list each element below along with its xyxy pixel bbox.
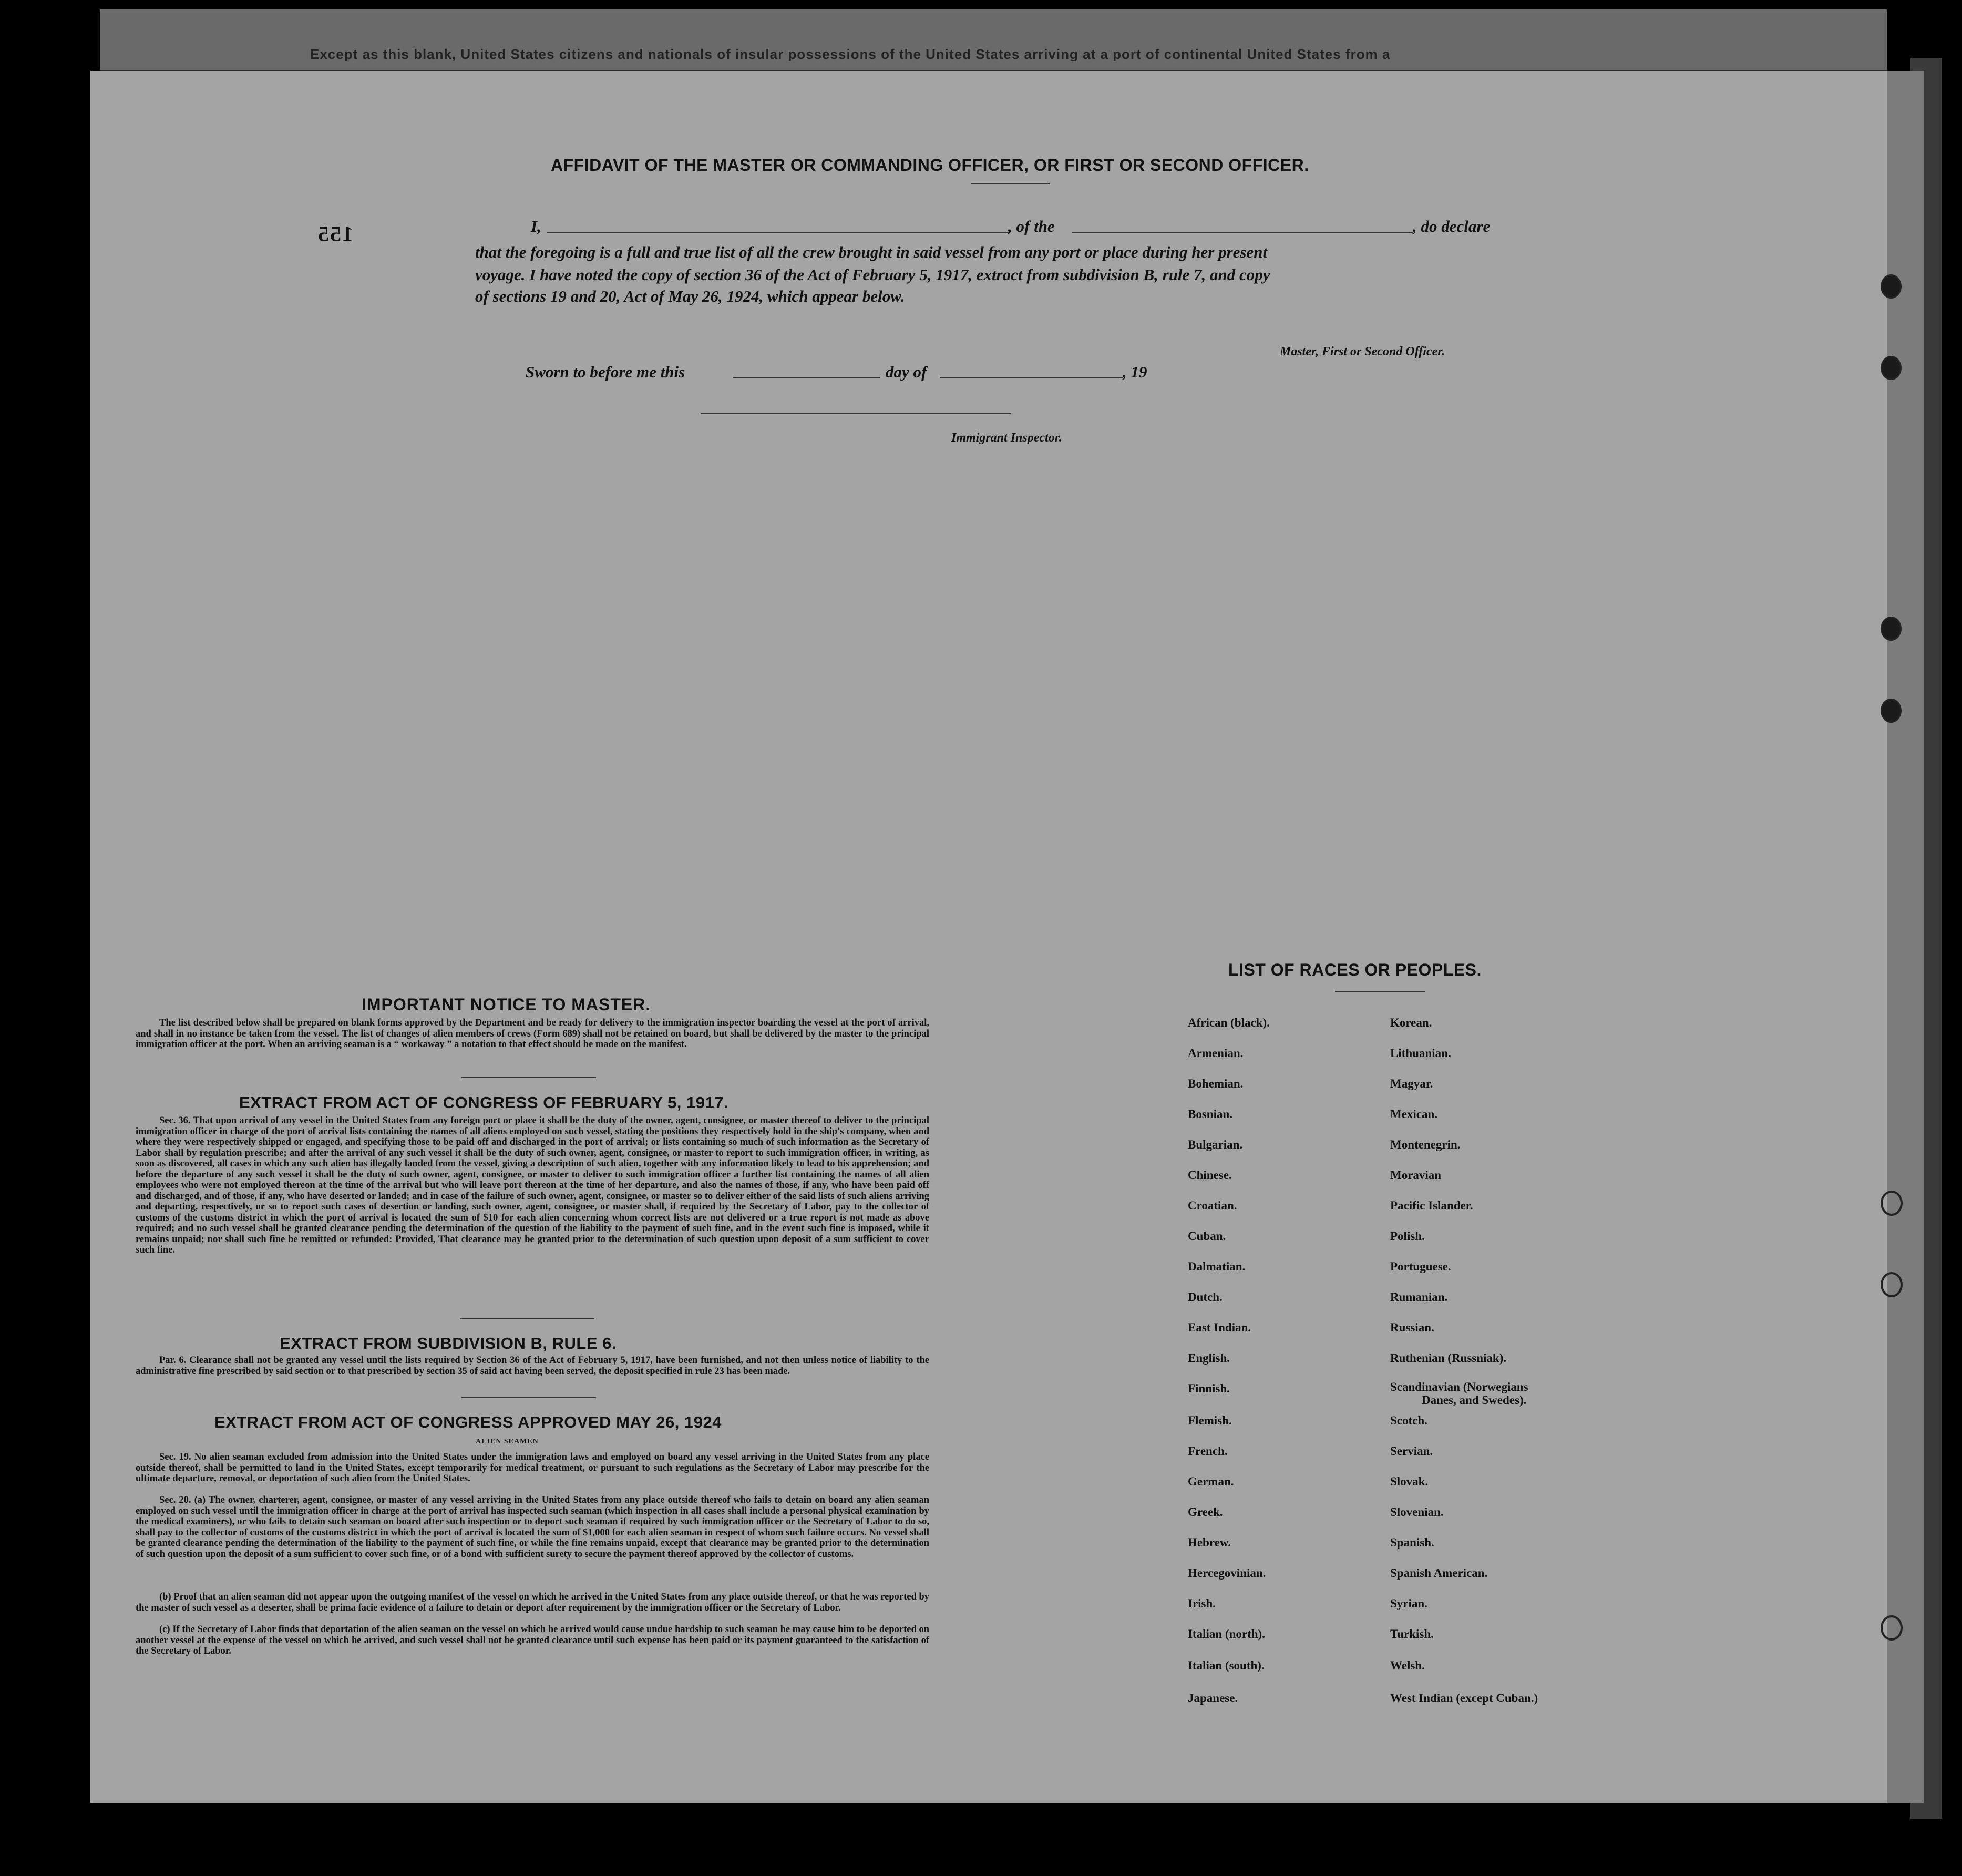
affidavit-line-2: voyage. I have noted the copy of section 36 of the Act of February 5, 1917, extract from subdivision B, rule 7, and copy (475, 265, 1270, 284)
race-item: Welsh. (1390, 1659, 1425, 1672)
race-item: Servian. (1390, 1444, 1433, 1458)
race-item: Spanish American. (1390, 1566, 1488, 1580)
race-item: Bosnian. (1188, 1108, 1233, 1121)
affidavit-i-label: I, (531, 217, 541, 235)
affidavit-do-declare: , do declare (1413, 217, 1491, 235)
races-rule (1335, 991, 1425, 992)
race-item: Flemish. (1188, 1414, 1232, 1427)
race-item: Dutch. (1188, 1290, 1223, 1304)
race-item: Scandinavian (Norwegians (1390, 1380, 1528, 1393)
binder-hole-icon (1881, 1272, 1903, 1297)
race-item: Bohemian. (1188, 1077, 1244, 1090)
immigrant-inspector-label: Immigrant Inspector. (951, 431, 1062, 445)
race-item: German. (1188, 1475, 1234, 1488)
race-item: English. (1188, 1351, 1230, 1365)
race-item: Italian (south). (1188, 1659, 1265, 1672)
extract-rule6-body: Par. 6. Clearance shall not be granted any vessel until the lists required by Section 36 of the Act of February 5, 1917, have been furnished, and not then unless notice of liability to the administrative fine prescribed by said section or to that prescribed by section 35 of said act having been served, the deposit specified in rule 23 has been made. (136, 1355, 929, 1377)
binder-hole-icon (1881, 617, 1902, 641)
notice-title: IMPORTANT NOTICE TO MASTER. (362, 995, 651, 1014)
affidavit-title: AFFIDAVIT OF THE MASTER OR COMMANDING OFFICER, OR FIRST OR SECOND OFFICER. (551, 156, 1309, 175)
inspector-signature-blank (701, 413, 1011, 414)
page-edge (1887, 71, 1924, 1803)
race-item: Portuguese. (1390, 1260, 1451, 1273)
binder-hole-icon (1881, 699, 1902, 723)
extract-1917-title: EXTRACT FROM ACT OF CONGRESS OF FEBRUARY 5, 1917. (239, 1093, 729, 1112)
underlying-page-strip (100, 9, 1887, 72)
race-item: Dalmatian. (1188, 1260, 1246, 1273)
master-signature-label: Master, First or Second Officer. (1280, 345, 1445, 358)
binder-hole-icon (1881, 1615, 1903, 1641)
race-item: Irish. (1188, 1597, 1216, 1610)
race-item: Spanish. (1390, 1536, 1434, 1549)
race-item: Magyar. (1390, 1077, 1433, 1090)
race-item: Bulgarian. (1188, 1138, 1243, 1151)
race-item: Finnish. (1188, 1382, 1230, 1395)
race-item: Chinese. (1188, 1168, 1232, 1182)
extract-rule6-rule (461, 1397, 596, 1398)
title-rule (971, 183, 1050, 184)
race-item: Ruthenian (Russniak). (1390, 1351, 1507, 1365)
affidavit-line-1: that the foregoing is a full and true list of all the crew brought in said vessel from any port or place during her present (475, 243, 1268, 261)
extract-1924-sec20a: Sec. 20. (a) The owner, charterer, agent, consignee, or master of any vessel arriving in the United States from any place outside thereof who fails to detain on board any alien seaman employed on such vessel until the immigration officer in charge at the port of arrival has inspected such seaman (which inspection in all cases shall include a personal physical examination by the medical examiners), or who fails to detain such seaman on board after such inspection or to deport such seaman if required by such immigration officer or the Secretary of Labor to do so, shall pay to the collector of customs of the customs district in which the port of arrival is located the sum of $1,000 for each alien seaman in respect of whom such failure occurs. No vessel shall be granted clearance pending the determination of the liability to the payment of such fine, or while the fine remains unpaid, except that clearance may be granted prior to the determination of such question upon the deposit of a sum sufficient to cover such fine, or of a bond with sufficient surety to secure the payment thereof approved by the collector of customs. (136, 1495, 929, 1560)
race-item: Croatian. (1188, 1199, 1237, 1212)
page-number: 155 (317, 222, 353, 247)
race-item: Italian (north). (1188, 1627, 1265, 1641)
year-label: , 19 (1123, 363, 1147, 381)
extract-1924-title: EXTRACT FROM ACT OF CONGRESS APPROVED MAY 26, 1924 (214, 1413, 722, 1431)
race-item: Cuban. (1188, 1229, 1226, 1243)
race-item: Montenegrin. (1390, 1138, 1461, 1151)
race-item: Polish. (1390, 1229, 1425, 1243)
name-blank (547, 232, 1009, 233)
top-strip-text: Except as this blank, United States citizens and nationals of insular possessions of the United States arriving at a port of continental United States from a (310, 46, 1391, 61)
race-item: Rumanian. (1390, 1290, 1448, 1304)
race-item: Korean. (1390, 1016, 1432, 1029)
race-item: Slovenian. (1390, 1505, 1444, 1519)
race-item: Japanese. (1188, 1692, 1238, 1705)
race-item: Greek. (1188, 1505, 1223, 1519)
race-item: Armenian. (1188, 1047, 1244, 1060)
race-item: Mexican. (1390, 1108, 1438, 1121)
vessel-blank (1072, 232, 1413, 233)
race-item: Pacific Islander. (1390, 1199, 1473, 1212)
extract-1924-sec20b: (b) Proof that an alien seaman did not appear upon the outgoing manifest of the vessel on which he arrived in the United States from any place outside thereof, or that he was reported by the master of such vessel as a deserter, shall be prima facie evidence of a failure to detain or deport after requirement by the immigration officer or the Secretary of Labor. (136, 1592, 929, 1613)
affidavit-line-3: of sections 19 and 20, Act of May 26, 1924, which appear below. (475, 287, 905, 305)
binder-hole-icon (1881, 356, 1902, 380)
affidavit-of-the-label: , of the (1008, 217, 1055, 235)
race-item: East Indian. (1188, 1321, 1251, 1334)
alien-seamen-subtitle: ALIEN SEAMEN (476, 1438, 539, 1446)
extract-1924-sec19: Sec. 19. No alien seaman excluded from admission into the United States under the immigration laws and employed on board any vessel arriving in the United States from any place outside thereof, shall be permitted to land in the United States, except temporarily for medical treatment, or pursuant to such regulations as the Secretary of Labor may prescribe for the ultimate departure, removal, or deportation of such alien from the United States. (136, 1452, 929, 1484)
extract-1917-rule (460, 1318, 594, 1319)
races-title: LIST OF RACES OR PEOPLES. (1228, 960, 1482, 979)
race-item: Moravian (1390, 1168, 1442, 1182)
race-item: Scotch. (1390, 1414, 1427, 1427)
notice-rule (461, 1077, 596, 1078)
notice-body: The list described below shall be prepared on blank forms approved by the Department and be ready for delivery to the immigration inspector boarding the vessel at the port of arrival, and shall in no instance be taken from the vessel. The list of changes of alien members of crews (Form 689) shall not be retained on board, but shall be delivered by the master to the principal immigration officer at the port. When an arriving seaman is a “ workaway ” a notation to that effect should be made on the manifest. (136, 1018, 929, 1050)
race-item: West Indian (except Cuban.) (1390, 1692, 1538, 1705)
extract-rule6-title: EXTRACT FROM SUBDIVISION B, RULE 6. (280, 1334, 617, 1352)
sworn-label: Sworn to before me this (526, 363, 685, 381)
extract-1924-sec20c: (c) If the Secretary of Labor finds that deportation of the alien seaman on the vessel on which he arrived would cause undue hardship to such seaman he may cause him to be deported on another vessel at the expense of the vessel on which he arrived, and such vessel shall not be granted clearance until such expense has been paid or its payment guaranteed to the satisfaction of the Secretary of Labor. (136, 1624, 929, 1656)
race-item: Syrian. (1390, 1597, 1427, 1610)
binder-hole-icon (1881, 1191, 1903, 1216)
binder-hole-icon (1881, 274, 1902, 299)
day-blank (733, 377, 880, 378)
race-item: Slovak. (1390, 1475, 1429, 1488)
race-item: African (black). (1188, 1016, 1270, 1029)
race-item: Danes, and Swedes). (1422, 1393, 1527, 1407)
month-blank (940, 377, 1123, 378)
extract-1917-body: Sec. 36. That upon arrival of any vessel in the United States from any foreign port or place it shall be the duty of the owner, agent, consignee, or master thereof to deliver to the principal immigration officer in charge of the port of arrival lists containing the names of all aliens employed on such vessel, stating the positions they respectively hold in the ship's company, when and where they were respectively shipped or engaged, and specifying those to be paid off and discharged in the port of arrival; or lists containing so much of such information as the Secretary of Labor shall by regulation prescribe; and after the arrival of any such vessel it shall be the duty of such owner, agent, consignee, or master to report to such immigration officer, in writing, as soon as discovered, all cases in which any such alien has illegally landed from the vessel, giving a description of such alien, together with any information likely to lead to his apprehension; and before the departure of any such vessel it shall be the duty of such owner, agent, consignee, or master to deliver to such immigration officer a further list containing the names of all alien employees who were not employed thereon at the time of the arrival but who will leave port thereon at the time of her departure, and also the names of those, if any, who have been paid off and discharged, and of those, if any, who have deserted or landed; and in case of the failure of such owner, agent, consignee, or master so to deliver either of the said lists of such aliens arriving and departing, respectively, or so to report such cases of desertion or landing, such owner, agent, consignee, or master shall, if required by the Secretary of Labor, pay to the collector of customs of the customs district in which the port of arrival is located the sum of $10 for each alien concerning whom correct lists are not delivered or a true report is not made as above required; and no such vessel shall be granted clearance pending the determination of the question of the liability to the payment of such fine, and in the event such fine is imposed, while it remains unpaid; nor shall such fine be remitted or refunded: Provided, That clearance may be granted prior to the determination of such question upon deposit of a sum sufficient to cover such fine. (136, 1115, 929, 1255)
race-item: Hercegovinian. (1188, 1566, 1266, 1580)
race-item: French. (1188, 1444, 1228, 1458)
race-item: Lithuanian. (1390, 1047, 1451, 1060)
race-item: Turkish. (1390, 1627, 1434, 1641)
day-of-label: day of (886, 363, 927, 381)
race-item: Russian. (1390, 1321, 1434, 1334)
race-item: Hebrew. (1188, 1536, 1231, 1549)
